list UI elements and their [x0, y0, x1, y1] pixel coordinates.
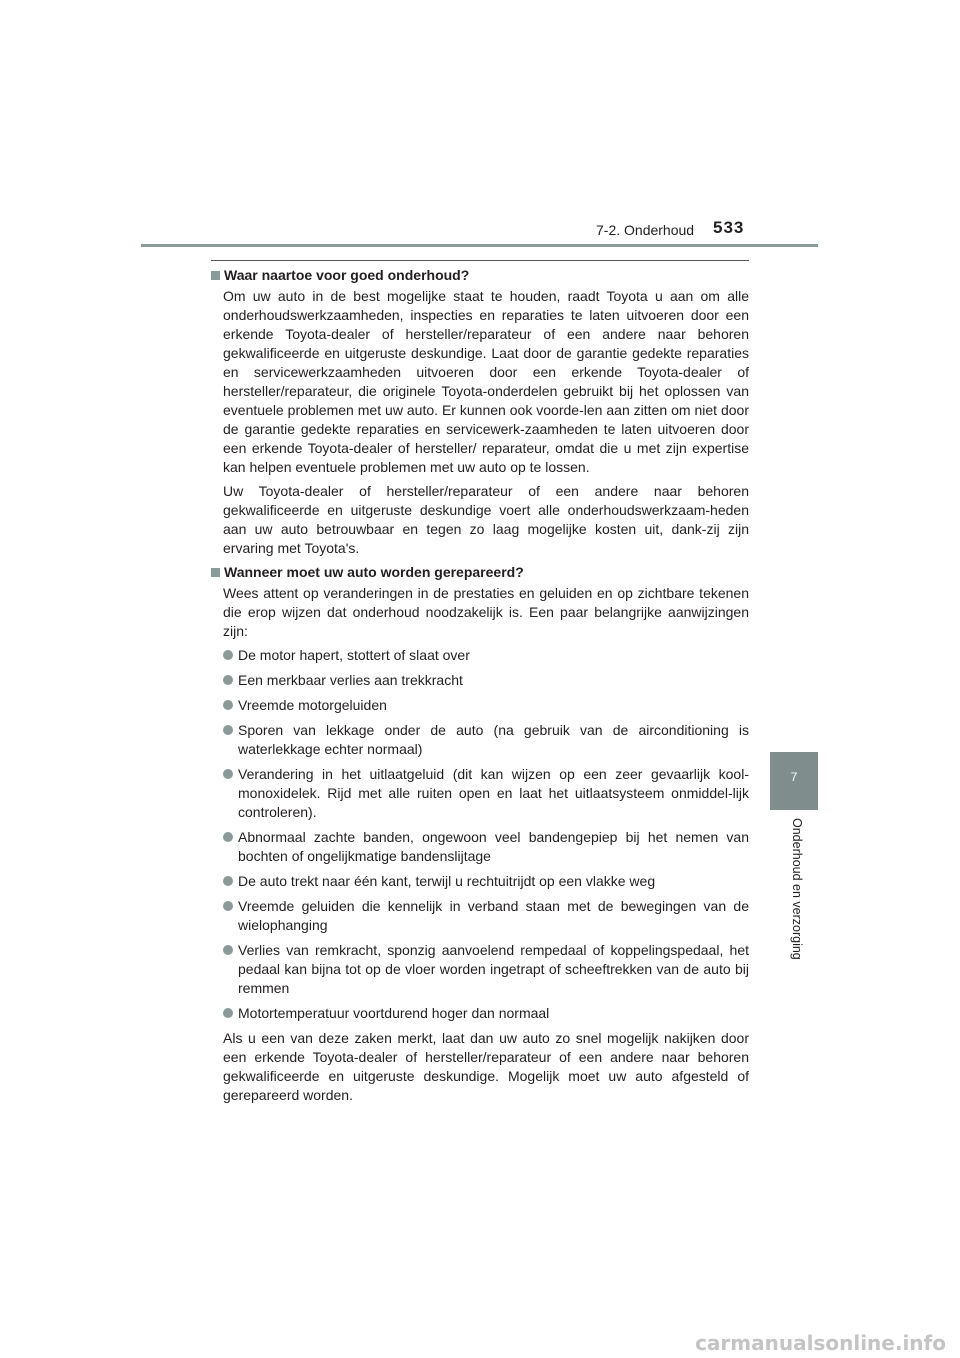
list-item: Motortemperatuur voortdurend hoger dan normaal — [223, 1004, 749, 1023]
paragraph: Wees attent op veranderingen in de prestaties en geluiden en op zichtbare tekenen die erop wijzen dat onderhoud noodzakelijk is. Een paar belangrijke aanwijzingen zijn: — [223, 585, 749, 639]
list-item: Vreemde motorgeluiden — [223, 696, 749, 715]
circle-bullet-icon — [223, 700, 233, 710]
list-item: Een merkbaar verlies aan trekkracht — [223, 671, 749, 690]
list-item: Vreemde geluiden die kennelijk in verband staan met de bewegingen van de wielophanging — [223, 897, 749, 935]
chapter-tab[interactable] — [770, 752, 818, 810]
square-bullet-icon — [211, 271, 220, 280]
list-item: De auto trekt naar één kant, terwijl u rechtuitrijdt op een vlakke weg — [223, 872, 749, 891]
circle-bullet-icon — [223, 675, 233, 685]
header-rule — [141, 244, 818, 247]
list-item: Sporen van lekkage onder de auto (na gebruik van de airconditioning is waterlekkage echter normaal) — [223, 721, 749, 759]
section-heading-when — [211, 563, 749, 582]
circle-bullet-icon — [223, 650, 233, 660]
circle-bullet-icon — [223, 1008, 233, 1018]
circle-bullet-icon — [223, 901, 233, 911]
section-heading-where — [211, 266, 749, 285]
circle-bullet-icon — [223, 832, 233, 842]
circle-bullet-icon — [223, 769, 233, 779]
circle-bullet-icon — [223, 945, 233, 955]
circle-bullet-icon — [223, 725, 233, 735]
list-item: Verlies van remkracht, sponzig aanvoelend rempedaal of koppelingspedaal, het pedaal kan bijna tot op de vloer worden ingetrapt of scheeftrekken van de auto bij remmen — [223, 941, 749, 998]
square-bullet-icon — [211, 568, 220, 577]
content-top-rule — [211, 260, 749, 261]
closing-paragraph: Als u een van deze zaken merkt, laat dan uw auto zo snel mogelijk nakijken door een erkende Toyota-dealer of hersteller/reparateur of een andere naar behoren gekwalificeerde en uitgeruste deskundige. Mogelijk moet uw auto afgesteld of gerepareerd worden. — [223, 1030, 749, 1103]
list-item: Abnormaal zachte banden, ongewoon veel bandengepiep bij het nemen van bochten of ongelijkmatige bandenslijtage — [223, 828, 749, 866]
list-item: De motor hapert, stottert of slaat over — [223, 646, 749, 665]
section-title: Waar naartoe voor goed onderhoud? — [224, 267, 470, 283]
list-item: Verandering in het uitlaatgeluid (dit kan wijzen op een zeer gevaarlijk kool-monoxidelek. Rijd met alle ruiten open en laat het uitlaatsysteem onmiddel-lijk controleren). — [223, 765, 749, 822]
symptom-list — [223, 646, 749, 1023]
circle-bullet-icon — [223, 876, 233, 886]
header-section-title: 7-2. Onderhoud — [596, 222, 695, 238]
section-title: Wanneer moet uw auto worden gerepareerd? — [224, 564, 524, 580]
chapter-number: 7 — [790, 770, 798, 784]
chapter-label: Onderhoud en verzorging — [790, 818, 804, 960]
page-content — [211, 266, 749, 1110]
paragraph: Om uw auto in de best mogelijke staat te houden, raadt Toyota u aan om alle onderhoudswerkzaamheden, inspecties en reparaties te laten uitvoeren door een erkende Toyota-dealer of hersteller/reparateur of een andere naar behoren gekwalificeerde en uitgeruste deskundige. Laat door de garantie gedekte reparaties en servicewerkzaamheden uitvoeren door een erkende Toyota-dealer of hersteller/reparateur, die originele Toyota-onderdelen gebruikt bij het oplossen van eventuele problemen met uw auto. Er kunnen ook voorde-len aan zitten om niet door de garantie gedekte reparaties en servicewerk-zaamheden te laten uitvoeren door een erkende Toyota-dealer of hersteller/ reparateur, omdat die u met zijn expertise kan helpen eventuele problemen met uw auto op te lossen. — [223, 288, 749, 475]
paragraph: Uw Toyota-dealer of hersteller/reparateur of een andere naar behoren gekwalificeerde en uitgeruste deskundige voert alle onderhoudswerkzaam-heden aan uw auto betrouwbaar en tegen zo laag mogelijke kosten uit, dank-zij zijn ervaring met Toyota's. — [223, 483, 749, 556]
watermark: carmanualsonline.info — [695, 1331, 946, 1355]
page-number: 533 — [713, 218, 745, 237]
